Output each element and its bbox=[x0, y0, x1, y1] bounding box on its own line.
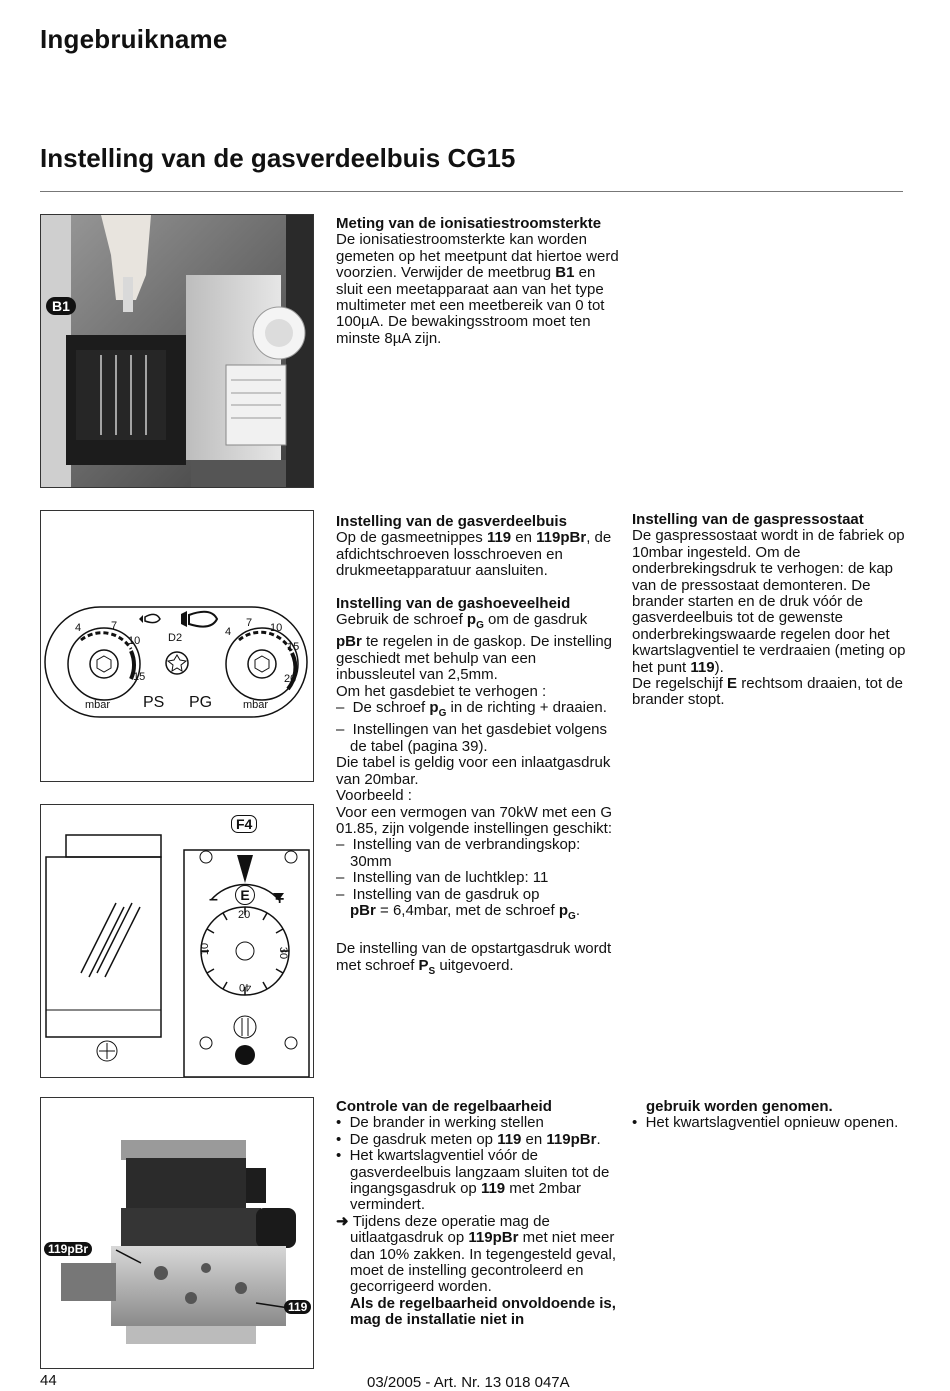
block-gasverdeelbuis bbox=[336, 514, 616, 980]
right-dial-label-20: 20 bbox=[284, 673, 297, 685]
callout-119pbr: 119pBr bbox=[44, 1242, 92, 1256]
left-dial-label-4: 4 bbox=[75, 622, 82, 634]
ps-label: PS bbox=[143, 694, 165, 711]
bullet-brander: • De brander in werking stellen bbox=[336, 1114, 544, 1132]
text-debiet-verhogen: Om het gasdebiet te verhogen : bbox=[336, 682, 547, 700]
arrow-note: ➜ Tijdens deze operatie mag de uitlaatgasdruk op 119pBr met niet meer dan 10% zakken. In tegengesteld geval, moet de instelling gecontroleerd en gecorrigeerd worden. bbox=[336, 1212, 617, 1296]
pg-label: PG bbox=[189, 694, 213, 711]
text-vermogen: Voor een vermogen van 70kW met een G 01.85, zijn volgende instellingen geschikt: bbox=[336, 803, 613, 837]
scale-10: 10 bbox=[199, 942, 212, 956]
page-title: Instelling van de gasverdeelbuis CG15 bbox=[40, 143, 516, 173]
right-dial-label-7: 7 bbox=[246, 617, 253, 629]
scale-20: 20 bbox=[238, 909, 251, 921]
plus-sign: + bbox=[275, 891, 285, 908]
text-opstartgasdruk: De instelling van de opstartgasdruk wordt met schroef $P_S$ uitgevoerd. bbox=[336, 940, 612, 977]
diagram-pressure-dials bbox=[40, 510, 314, 782]
callout-f4: F4 bbox=[231, 815, 257, 833]
heading-gashoeveelheid: Instelling van de gashoeveelheid bbox=[336, 594, 571, 612]
bullet-gasdruk: • De gasdruk meten op 119 en 119pBr. bbox=[336, 1130, 601, 1148]
right-unit-mbar: mbar bbox=[243, 699, 269, 711]
adjust-label-e: E bbox=[235, 885, 255, 905]
text-warning-regelbaarheid: Als de regelbaarheid onvoldoende is, mag de installatie niet in bbox=[350, 1294, 616, 1329]
dash-item-gasdruk: – Instelling van de gasdruk op bbox=[336, 885, 540, 903]
block-ionisation bbox=[336, 216, 621, 347]
right-dial-label-15: 15 bbox=[287, 641, 300, 653]
heading-gasverdeelbuis: Instelling van de gasverdeelbuis bbox=[336, 513, 567, 530]
photo-gas-valve bbox=[40, 1097, 314, 1369]
right-dial-label-4: 4 bbox=[225, 626, 232, 638]
callout-119: 119 bbox=[284, 1300, 311, 1314]
title-rule bbox=[40, 191, 903, 192]
arrow-right-icon: ➜ bbox=[336, 1212, 349, 1230]
left-dial-label-15: 15 bbox=[133, 671, 146, 683]
left-dial-label-10: 10 bbox=[128, 635, 141, 647]
dash-item-schroef: – De schroef $p_G$ in de richting + draaien. bbox=[336, 699, 607, 720]
scale-30: 30 bbox=[277, 946, 290, 960]
text-ionisation: De ionisatiestroomsterkte kan worden gemeten op het meetpunt dat hiertoe werd voorzien. Verwijder de meetbrug B1 en sluit een meetapparaat aan van het type multimeter met een meetbereik van 0 tot 100µA. De bewakingsstroom moet ten minste 8µA zijn. bbox=[336, 231, 619, 347]
left-unit-mbar: mbar bbox=[85, 699, 111, 711]
heading-regelbaarheid: Controle van de regelbaarheid bbox=[336, 1098, 552, 1115]
text-gasdruk-waarde: pBr = 6,4mbar, met de schroef $p_G$. bbox=[350, 901, 580, 922]
text-tabel-geldig: Die tabel is geldig voor een inlaatgasdruk van 20mbar. bbox=[336, 754, 611, 788]
text-warning-continued: gebruik worden genomen. bbox=[646, 1098, 833, 1115]
left-dial-label-7: 7 bbox=[111, 620, 118, 632]
center-label-d2: D2 bbox=[168, 632, 183, 644]
dash-item-luchtklep: – Instelling van de luchtklep: 11 bbox=[336, 869, 549, 887]
text-regelschijf: De regelschijf E rechtsom draaien, tot de brander stopt. bbox=[632, 675, 903, 709]
heading-ionisation: Meting van de ionisatiestroomsterkte bbox=[336, 215, 602, 232]
dash-item-tabel: – Instellingen van het gasdebiet volgens de tabel (pagina 39). bbox=[336, 721, 608, 755]
photo-ionisation-measurement bbox=[40, 214, 314, 488]
article-number: 03/2005 - Art. Nr. 13 018 047A bbox=[367, 1374, 570, 1391]
block-regelbaarheid bbox=[336, 1099, 618, 1329]
block-regelbaarheid-cont bbox=[632, 1099, 902, 1132]
scale-40: 40 bbox=[239, 981, 252, 993]
section-heading: Ingebruikname bbox=[40, 24, 228, 54]
bullet-ventiel-openen: • Het kwartslagventiel opnieuw openen. bbox=[632, 1114, 899, 1132]
dash-item-verbrandingskop: – Instelling van de verbrandingskop: 30mm bbox=[336, 836, 581, 870]
right-dial-label-10: 10 bbox=[270, 622, 283, 634]
text-gasmeetnippes: Op de gasmeetnippes 119 en 119pBr, de afdichtschroeven losschroeven en drukmeetapparatuur aansluiten. bbox=[336, 529, 612, 580]
text-gashoeveelheid: Gebruik de schroef $p_G$ om de gasdruk pBr te regelen in de gaskop. De instelling geschiedt met behulp van een inbussleutel van 2,5mm. bbox=[336, 611, 613, 684]
heading-gaspressostaat: Instelling van de gaspressostaat bbox=[632, 511, 864, 528]
diagram-pressostat bbox=[40, 804, 314, 1078]
block-gaspressostaat bbox=[632, 512, 907, 709]
minus-sign: – bbox=[209, 891, 218, 908]
callout-b1: B1 bbox=[46, 297, 76, 315]
text-voorbeeld: Voorbeeld : bbox=[336, 787, 412, 805]
text-gaspressostaat: De gaspressostaat wordt in de fabriek op 10mbar ingesteld. Om de onderbrekingsdruk te verhogen: de kap van de pressostaat demonteren. De brander starten en de druk vóór de gasverdeelbuis tot de gewenste onderbrekingswaarde regelen door het kwartslagventiel te verdraaien (meting op het punt 119). bbox=[632, 527, 906, 676]
bullet-kwartslagventiel: • Het kwartslagventiel vóór de gasverdeelbuis langzaam sluiten tot de ingangsgasdruk op 119 met 2mbar vermindert. bbox=[336, 1147, 610, 1214]
page-number: 44 bbox=[40, 1372, 57, 1389]
